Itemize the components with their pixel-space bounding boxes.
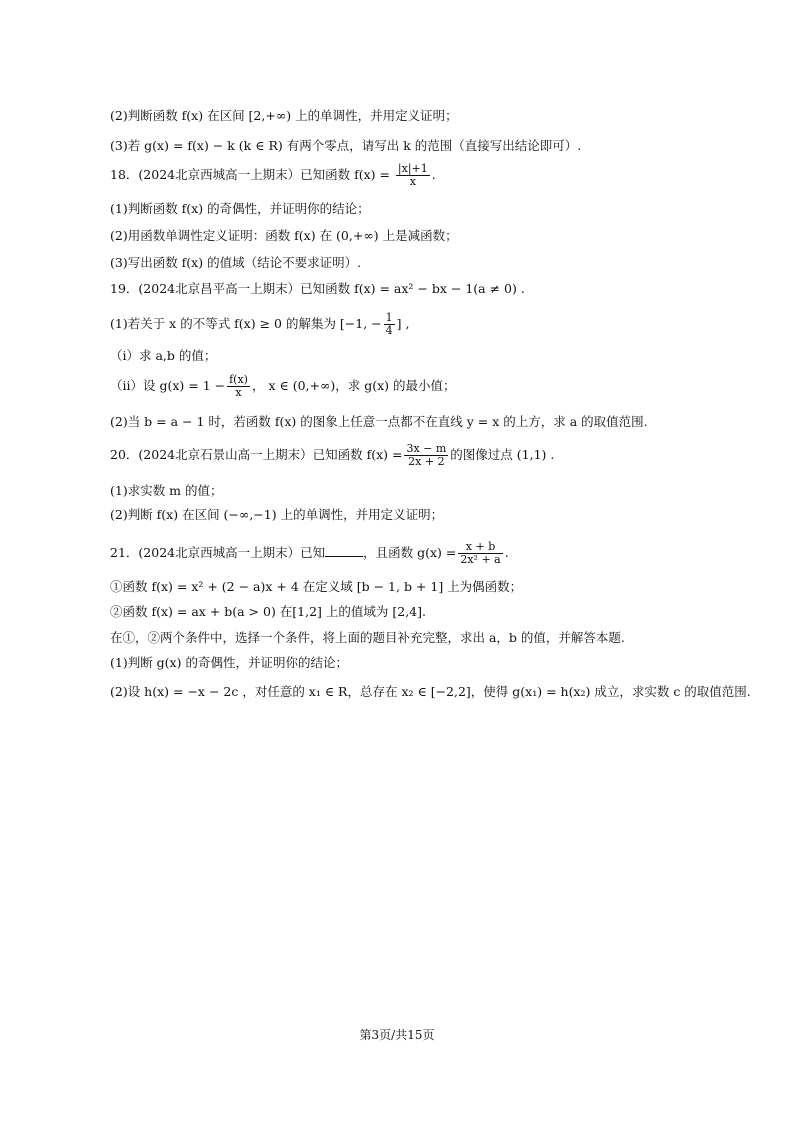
q20-numerator: 3x − m bbox=[406, 442, 447, 455]
q18-denominator: x bbox=[409, 175, 416, 188]
q21-blank bbox=[325, 544, 363, 557]
q21-stem-mid: ，且函数 g(x) = bbox=[363, 545, 457, 560]
q19-part1-ii bbox=[110, 374, 456, 399]
page-footer: 第3页/共15页 bbox=[359, 1028, 435, 1042]
q20-stem-text: 20．(2024北京石景山高一上期末）已知函数 f(x) = bbox=[110, 447, 403, 462]
q19-ii-end: ， x ∈ (0,+∞)，求 g(x) 的最小值； bbox=[251, 378, 456, 393]
q18-part2: (2)用函数单调性定义证明：函数 f(x) 在 (0,+∞) 上是减函数； bbox=[110, 228, 458, 243]
q19-numerator: 1 bbox=[385, 311, 393, 324]
q18-stem-text: 18．(2024北京西城高一上期末）已知函数 f(x) = bbox=[110, 167, 394, 182]
q19-ii-text: （ii）设 g(x) = 1 − bbox=[110, 378, 226, 393]
q20-part2: (2)判断 f(x) 在区间 (−∞,−1) 上的单调性，并用定义证明； bbox=[110, 507, 444, 522]
q17-part3: (3)若 g(x) = f(x) − k (k ∈ R) 有两个零点，请写出 k 的范围（直接写出结论即可）. bbox=[110, 138, 582, 153]
q18-fraction bbox=[396, 163, 430, 188]
q17-part2: (2)判断函数 f(x) 在区间 [2,+∞) 上的单调性，并用定义证明； bbox=[110, 108, 458, 123]
q18-part3: (3)写出函数 f(x) 的值域（结论不要求证明）. bbox=[110, 255, 362, 270]
q21-denominator: 2x² + a bbox=[460, 553, 501, 566]
q19-denominator: 4 bbox=[385, 324, 393, 337]
q19-fraction bbox=[384, 312, 395, 337]
q21-condition2: ②函数 f(x) = ax + b(a > 0) 在[1,2] 上的值域为 [2,4]. bbox=[110, 604, 426, 619]
q21-part2: (2)设 h(x) = −x − 2c ，对任意的 x₁ ∈ R，总存在 x₂ ∈ [−2,2]，使得 g(x₁) = h(x₂) 成立，求实数 c 的取值范围. bbox=[110, 684, 751, 699]
q18-numerator: |x|+1 bbox=[397, 162, 428, 175]
q20-stem-end: 的图像过点 (1,1) . bbox=[450, 447, 555, 462]
q21-stem-end: . bbox=[504, 545, 509, 560]
q20-part1: (1)求实数 m 的值； bbox=[110, 483, 223, 498]
q18-stem bbox=[110, 163, 436, 188]
q21-instruction: 在①，②两个条件中，选择一个条件，将上面的题目补充完整，求出 a，b 的值，并解答本题. bbox=[110, 630, 625, 645]
q21-stem bbox=[110, 541, 509, 566]
q20-fraction bbox=[404, 443, 448, 468]
q19-ii-fraction bbox=[227, 374, 250, 399]
q21-fraction bbox=[458, 541, 502, 566]
q19-ii-denominator: x bbox=[235, 386, 242, 399]
q19-part1-text: (1)若关于 x 的不等式 f(x) ≥ 0 的解集为 [−1, − bbox=[110, 316, 382, 331]
q19-part1-i: （i）求 a,b 的值； bbox=[110, 348, 217, 363]
q19-stem: 19．(2024北京昌平高一上期末）已知函数 f(x) = ax² − bx − 1(a ≠ 0) . bbox=[110, 281, 525, 296]
q19-part1 bbox=[110, 312, 409, 337]
q18-part1: (1)判断函数 f(x) 的奇偶性，并证明你的结论； bbox=[110, 201, 370, 216]
q19-part2: (2)当 b = a − 1 时，若函数 f(x) 的图象上任意一点都不在直线 y = x 的上方，求 a 的取值范围. bbox=[110, 414, 648, 429]
q21-numerator: x + b bbox=[458, 541, 502, 554]
q20-stem bbox=[110, 443, 554, 468]
q19-ii-numerator: f(x) bbox=[229, 373, 248, 386]
q21-condition1: ①函数 f(x) = x² + (2 − a)x + 4 在定义域 [b − 1, b + 1] 上为偶函数； bbox=[110, 579, 523, 594]
q20-denominator: 2x + 2 bbox=[408, 455, 445, 468]
q21-stem-text: 21．(2024北京西城高一上期末）已知 bbox=[110, 545, 326, 560]
q18-stem-end: . bbox=[431, 167, 436, 182]
q19-part1-end: ] , bbox=[396, 316, 410, 331]
q21-part1: (1)判断 g(x) 的奇偶性，并证明你的结论； bbox=[110, 655, 348, 670]
